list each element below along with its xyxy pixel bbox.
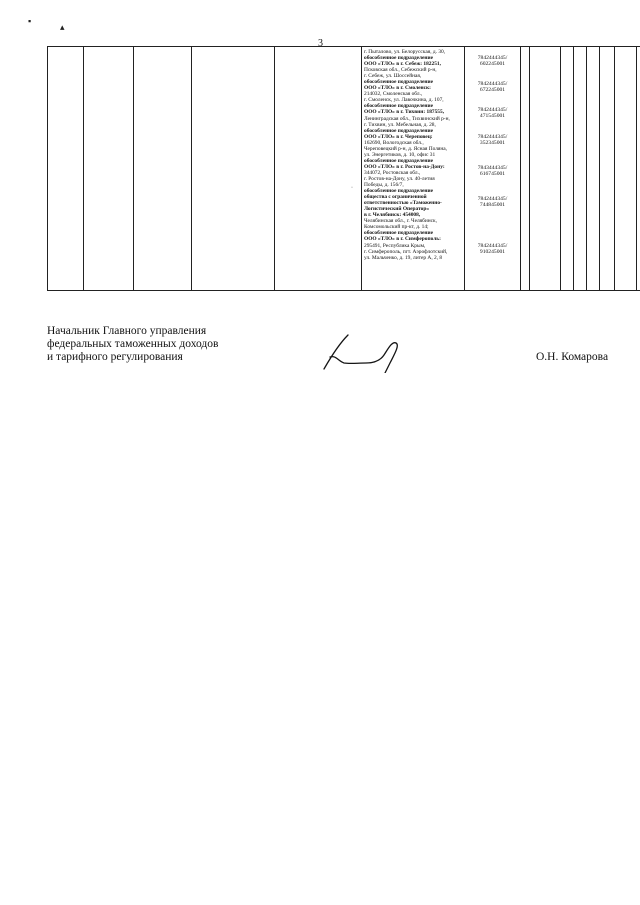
inn-kpp-line: 744845001 <box>479 202 506 209</box>
branch-address-line: ООО «ТЛО» в г. Себеж: 182251, <box>364 61 441 68</box>
inn-kpp-line: 7842444345/ <box>477 243 508 249</box>
branch-address-line: г. Смоленск, ул. Лавочкина, д. 107, <box>364 97 444 104</box>
table-cell <box>521 47 530 291</box>
branch-address-line: г. Симферополь, пгт. Аэрофлотский, <box>364 248 448 255</box>
branch-address-line: 214032, Смоленская обл., <box>364 91 423 98</box>
branch-address-line: обособленное подразделение <box>364 188 434 195</box>
inn-kpp-line: 7842444345/ <box>477 134 508 140</box>
table-cell <box>600 47 615 291</box>
branch-address-line: ул. Энергетиков, д. 10, офис 31 <box>364 151 436 158</box>
branch-address-line: обособленное подразделение <box>364 157 434 164</box>
table-cell <box>275 47 362 291</box>
branch-address-line: обособленное подразделение <box>364 230 434 237</box>
branch-address-line: обособленное подразделение <box>364 79 434 86</box>
branch-address-line: г. Ростов-на-Дону, ул. 40-летия <box>364 175 435 182</box>
inn-kpp-entry <box>465 55 520 67</box>
table-cell <box>615 47 637 291</box>
branch-address-line: ООО «ТЛО» в г. Череповец: <box>364 133 433 140</box>
table-cell <box>574 47 587 291</box>
branch-address-line: общества с ограниченной <box>364 194 427 201</box>
branch-address-line: Псковская обл., Себежский р-н, <box>364 67 437 74</box>
branch-address-line: 295491, Республика Крым, <box>364 242 426 249</box>
inn-kpp-line: 602245001 <box>479 61 506 68</box>
table-cell <box>587 47 600 291</box>
inn-kpp-list <box>465 49 520 289</box>
branch-address-line: ООО «ТЛО» в г. Симферополь: <box>364 236 441 243</box>
scan-speck: ▪ <box>28 16 32 26</box>
inn-kpp-line: 7843444345/ <box>477 165 508 171</box>
handwritten-signature <box>318 333 410 373</box>
branch-address-line: обособленное подразделение <box>364 55 434 62</box>
position-line: федеральных таможенных доходов <box>47 338 219 350</box>
branch-address-line: Ленинградская обл., Тихвинский р-н, <box>364 115 450 122</box>
inn-kpp-line: 616745001 <box>479 171 506 178</box>
table-cell <box>561 47 574 291</box>
inn-kpp-entry <box>465 165 520 177</box>
branch-address-line: 344072, Ростовская обл., <box>364 169 421 176</box>
branch-address-line: Череповецкий р-н, д. Ясная Поляна, <box>364 145 448 152</box>
inn-kpp-line: 7842444345/ <box>477 196 508 202</box>
branch-address-line: ответственностью «Таможенно- <box>364 200 442 207</box>
table-cell <box>530 47 561 291</box>
branch-address-line: г. Пыталово, ул. Белорусская, д. 30, <box>364 49 446 55</box>
table-cell <box>637 47 640 291</box>
branch-address-line: Победы, д. 156/7, <box>364 182 404 189</box>
branch-address-line: Челябинская обл., г. Челябинск, <box>364 218 437 225</box>
branch-address-line: обособленное подразделение <box>364 127 434 134</box>
inn-kpp-line: 672245001 <box>479 87 506 94</box>
table-cell <box>48 47 84 291</box>
inn-kpp-entry <box>465 107 520 119</box>
branch-address-line: ООО «ТЛО» в г. Тихвин: 187555, <box>364 109 445 116</box>
branch-address-line: Логистический Оператор» <box>364 206 430 213</box>
branch-address-line: ООО «ТЛО» в г. Ростов-на-Дону: <box>364 163 445 170</box>
scan-dot: · <box>351 185 353 191</box>
branches-table <box>47 46 640 291</box>
branch-address-line: 162690, Вологодская обл., <box>364 139 424 146</box>
branch-address-line: обособленное подразделение <box>364 103 434 110</box>
inn-kpp-entry <box>465 243 520 255</box>
inn-kpp-cell <box>465 47 521 291</box>
inn-kpp-line: 7842444345/ <box>477 55 508 61</box>
table-cell <box>192 47 275 291</box>
inn-kpp-entry <box>465 196 520 208</box>
signatory-position <box>47 325 218 364</box>
inn-kpp-line: 471545001 <box>479 113 506 120</box>
inn-kpp-line: 352345001 <box>479 140 506 147</box>
table-cell <box>84 47 134 291</box>
branch-address-line: Комсомольский пр-кт, д. 14; <box>364 224 429 231</box>
inn-kpp-entry <box>465 134 520 146</box>
inn-kpp-entry <box>465 81 520 93</box>
branch-address-line: ул. Мальченко, д. 19, литер А, 2, 8 <box>364 254 443 261</box>
branch-address-line: в г. Челябинск: 454008, <box>364 212 421 219</box>
inn-kpp-line: 910245001 <box>479 249 506 256</box>
branch-address-line: г. Тихвин, ул. Мебельная, д. 28, <box>364 121 436 128</box>
table-cell <box>134 47 192 291</box>
scan-speck: ▴ <box>60 22 65 32</box>
position-line: Начальник Главного управления <box>47 325 207 337</box>
page-number: 3 <box>318 38 323 49</box>
inn-kpp-line: 7842444345/ <box>477 107 508 113</box>
branch-addresses-cell <box>362 47 465 291</box>
branch-address-line: ООО «ТЛО» в г. Смоленск: <box>364 85 431 92</box>
inn-kpp-line: 7842444345/ <box>477 81 508 87</box>
signatory-name: О.Н. Комарова <box>536 351 609 363</box>
branch-address-line: г. Себеж, ул. Шоссейная, <box>364 73 422 80</box>
position-line: и тарифного регулирования <box>47 351 183 363</box>
